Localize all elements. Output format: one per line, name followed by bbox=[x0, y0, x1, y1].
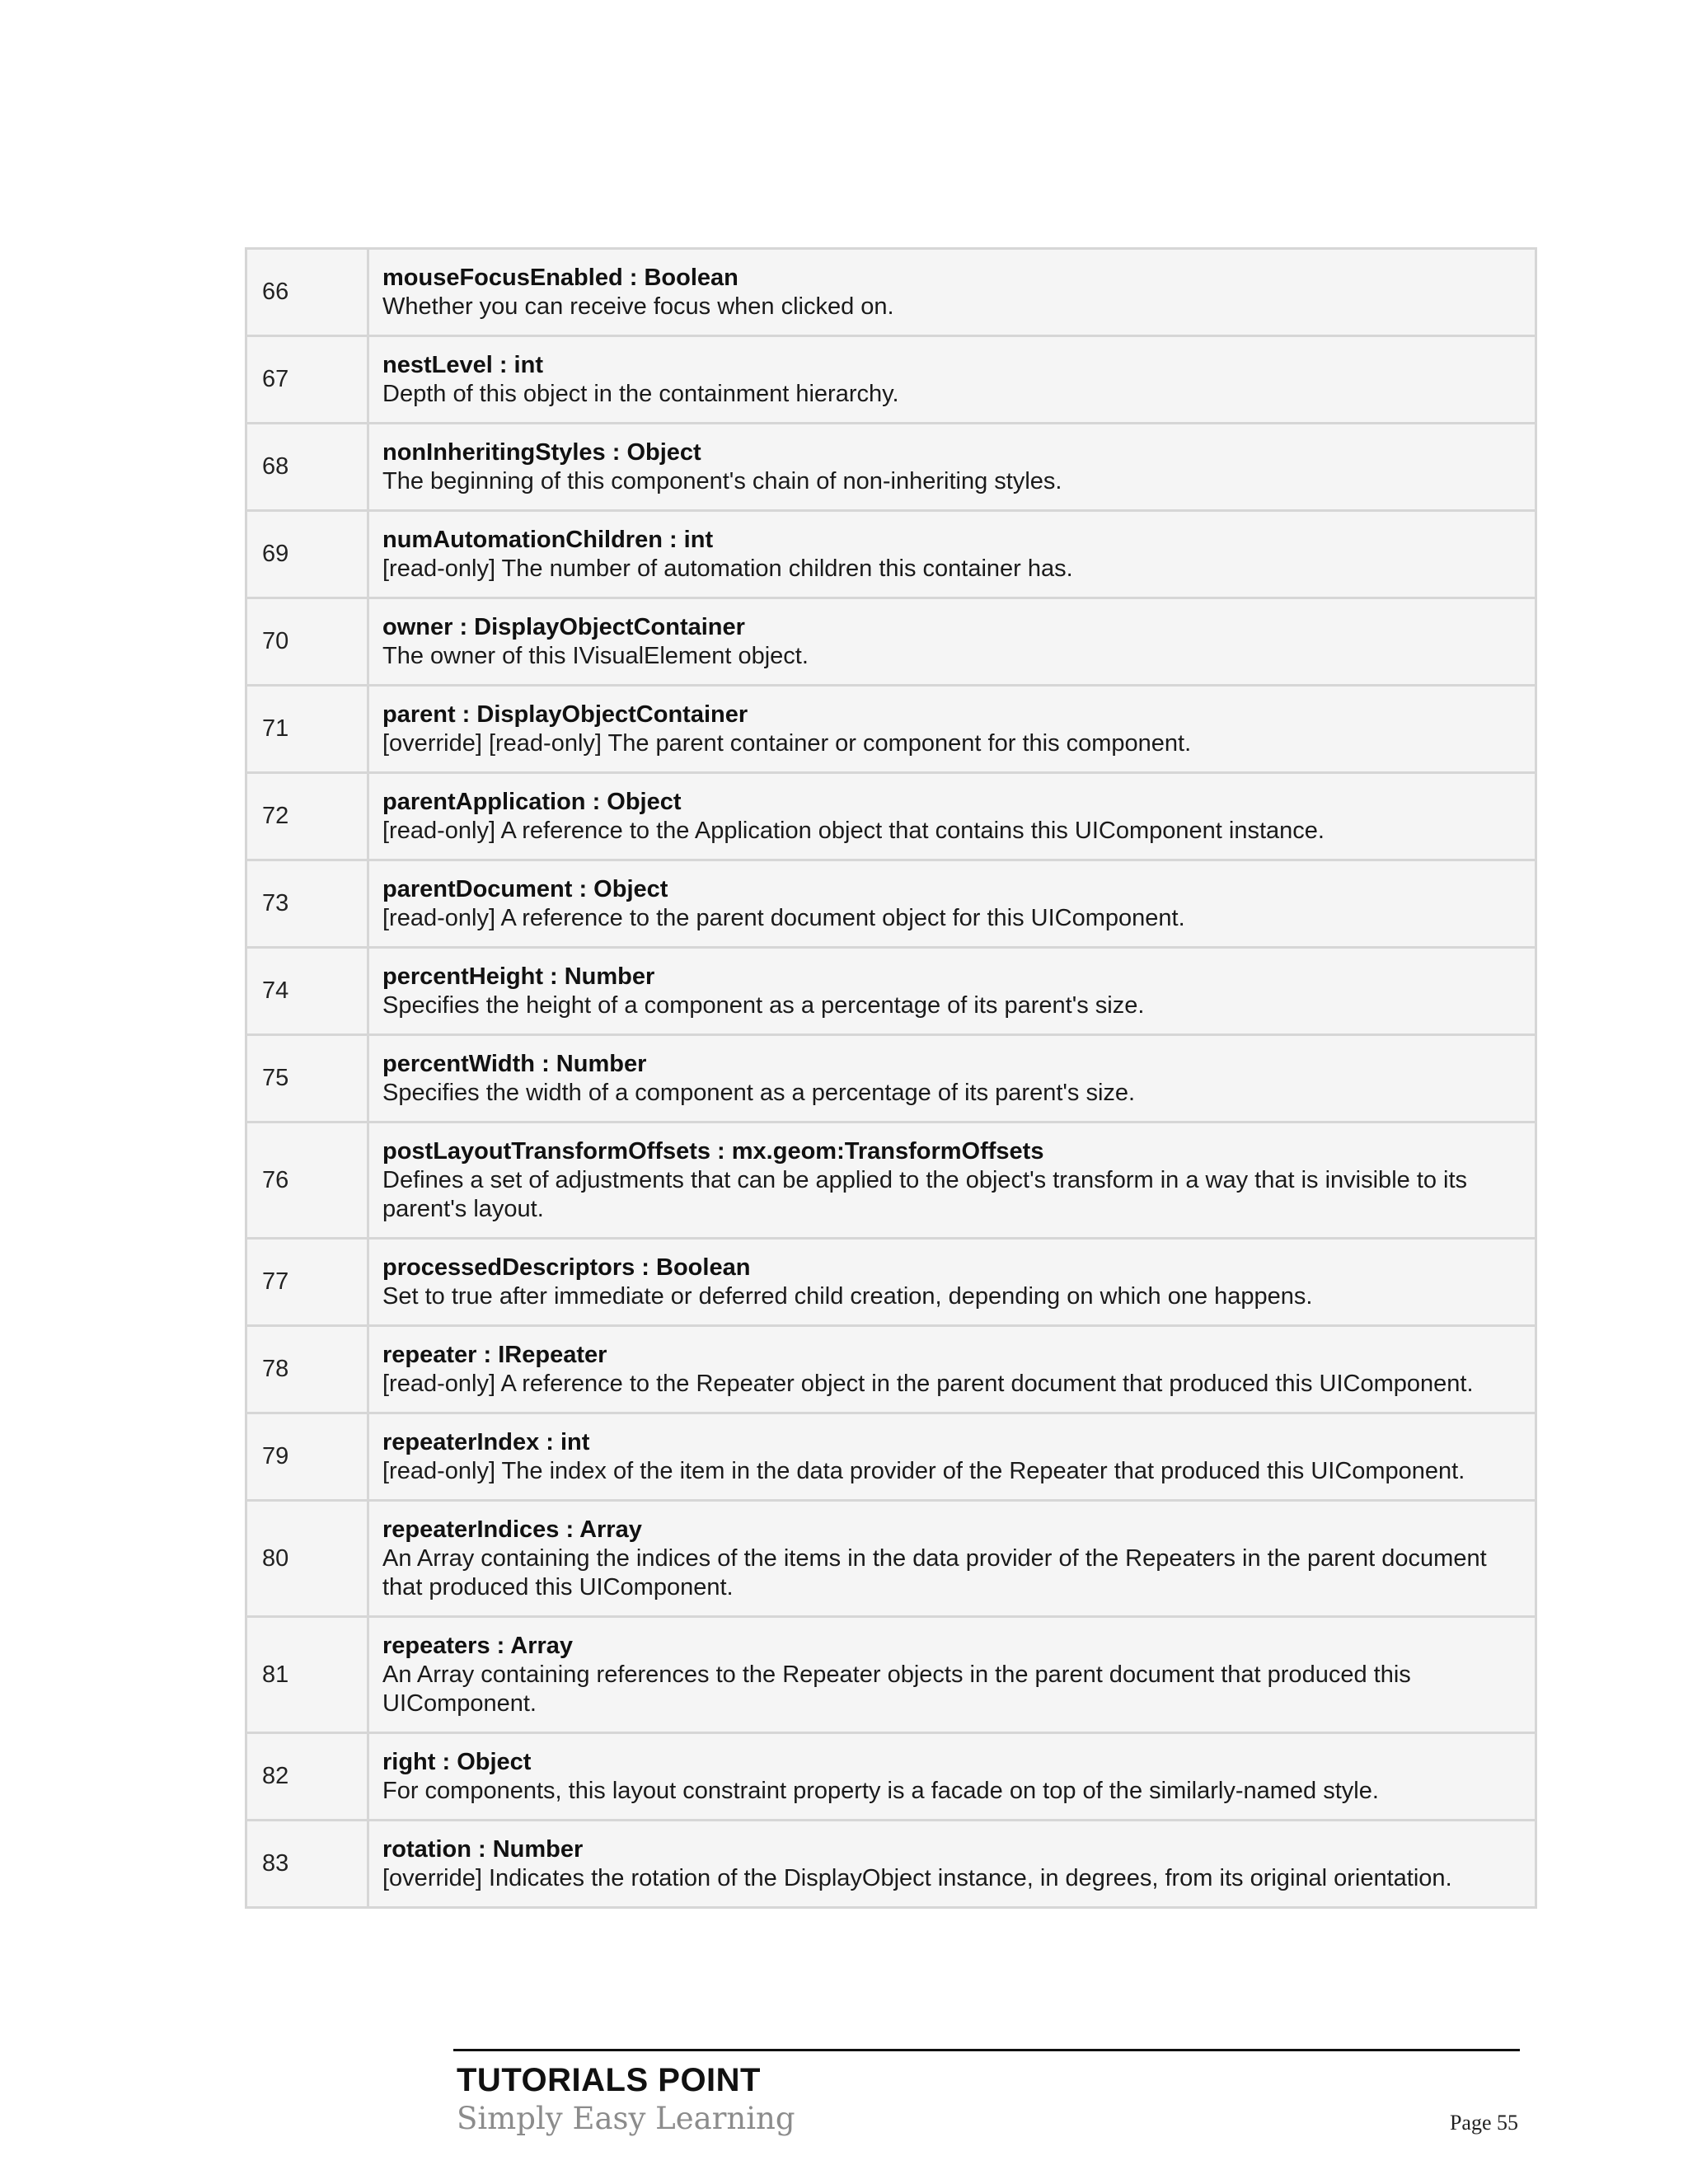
property-cell bbox=[368, 948, 1536, 1035]
row-number: 70 bbox=[246, 598, 368, 686]
property-name: nonInheritingStyles : Object bbox=[382, 438, 701, 466]
property-description: The beginning of this component's chain of non-inheriting styles. bbox=[382, 467, 1062, 494]
property-description: Defines a set of adjustments that can be applied to the object's transform in a way that is invisible to its parent's layout. bbox=[382, 1166, 1468, 1222]
table-row bbox=[246, 686, 1536, 773]
property-cell bbox=[368, 1733, 1536, 1821]
property-description: [read-only] The number of automation children this container has. bbox=[382, 555, 1073, 582]
property-description: [override] Indicates the rotation of the DisplayObject instance, in degrees, from its original orientation. bbox=[382, 1864, 1452, 1891]
row-number: 68 bbox=[246, 424, 368, 511]
property-name: rotation : Number bbox=[382, 1835, 584, 1863]
property-cell bbox=[368, 1035, 1536, 1122]
row-number: 80 bbox=[246, 1501, 368, 1617]
table-row bbox=[246, 1326, 1536, 1413]
row-number: 73 bbox=[246, 860, 368, 948]
row-number: 66 bbox=[246, 249, 368, 336]
property-description: For components, this layout constraint property is a facade on top of the similarly-named style. bbox=[382, 1777, 1379, 1804]
brand-tagline: Simply Easy Learning bbox=[457, 2101, 795, 2136]
properties-table-body bbox=[246, 249, 1536, 1908]
property-cell bbox=[368, 1122, 1536, 1239]
table-row bbox=[246, 336, 1536, 424]
table-row bbox=[246, 948, 1536, 1035]
row-number: 72 bbox=[246, 773, 368, 860]
properties-table bbox=[245, 247, 1537, 1909]
row-number: 82 bbox=[246, 1733, 368, 1821]
row-number: 69 bbox=[246, 511, 368, 598]
row-number: 81 bbox=[246, 1617, 368, 1733]
property-cell bbox=[368, 1821, 1536, 1908]
property-cell bbox=[368, 686, 1536, 773]
property-description: Set to true after immediate or deferred child creation, depending on which one happens. bbox=[382, 1282, 1313, 1310]
property-name: percentWidth : Number bbox=[382, 1050, 647, 1077]
property-name: repeaterIndex : int bbox=[382, 1428, 590, 1455]
property-name: parentApplication : Object bbox=[382, 788, 682, 815]
table-row bbox=[246, 773, 1536, 860]
property-description: An Array containing references to the Repeater objects in the parent document that produced this UIComponent. bbox=[382, 1661, 1411, 1717]
brand-title: TUTORIALS POINT bbox=[457, 2062, 761, 2098]
property-name: owner : DisplayObjectContainer bbox=[382, 613, 745, 640]
property-cell bbox=[368, 336, 1536, 424]
table-row bbox=[246, 1413, 1536, 1501]
row-number: 83 bbox=[246, 1821, 368, 1908]
table-row bbox=[246, 424, 1536, 511]
property-description: [read-only] A reference to the Repeater object in the parent document that produced this UIComponent. bbox=[382, 1370, 1474, 1397]
row-number: 75 bbox=[246, 1035, 368, 1122]
property-name: repeaters : Array bbox=[382, 1632, 574, 1659]
table-row bbox=[246, 860, 1536, 948]
property-name: postLayoutTransformOffsets : mx.geom:TransformOffsets bbox=[382, 1137, 1044, 1165]
property-description: [read-only] A reference to the Application object that contains this UIComponent instance. bbox=[382, 817, 1325, 844]
row-number: 67 bbox=[246, 336, 368, 424]
property-cell bbox=[368, 424, 1536, 511]
footer-divider bbox=[453, 2049, 1520, 2051]
property-description: [read-only] A reference to the parent document object for this UIComponent. bbox=[382, 904, 1185, 931]
row-number: 79 bbox=[246, 1413, 368, 1501]
table-row bbox=[246, 511, 1536, 598]
property-name: right : Object bbox=[382, 1748, 532, 1775]
table-row bbox=[246, 598, 1536, 686]
row-number: 77 bbox=[246, 1239, 368, 1326]
property-description: [override] [read-only] The parent container or component for this component. bbox=[382, 729, 1192, 757]
property-name: percentHeight : Number bbox=[382, 963, 655, 990]
property-name: parentDocument : Object bbox=[382, 875, 668, 902]
table-row bbox=[246, 1122, 1536, 1239]
table-row bbox=[246, 1617, 1536, 1733]
property-description: An Array containing the indices of the items in the data provider of the Repeaters in the parent document that produced this UIComponent. bbox=[382, 1544, 1487, 1601]
property-cell bbox=[368, 860, 1536, 948]
table-row bbox=[246, 1733, 1536, 1821]
property-cell bbox=[368, 511, 1536, 598]
property-cell bbox=[368, 1413, 1536, 1501]
row-number: 74 bbox=[246, 948, 368, 1035]
property-description: The owner of this IVisualElement object. bbox=[382, 642, 809, 669]
row-number: 78 bbox=[246, 1326, 368, 1413]
property-name: processedDescriptors : Boolean bbox=[382, 1254, 751, 1281]
table-row bbox=[246, 1035, 1536, 1122]
page-number: Page 55 bbox=[1449, 2111, 1518, 2135]
property-description: [read-only] The index of the item in the data provider of the Repeater that produced this UIComponent. bbox=[382, 1457, 1465, 1484]
property-description: Whether you can receive focus when clicked on. bbox=[382, 293, 894, 320]
property-name: parent : DisplayObjectContainer bbox=[382, 701, 748, 728]
property-name: repeater : IRepeater bbox=[382, 1341, 607, 1368]
row-number: 76 bbox=[246, 1122, 368, 1239]
property-cell bbox=[368, 598, 1536, 686]
property-name: nestLevel : int bbox=[382, 351, 543, 378]
row-number: 71 bbox=[246, 686, 368, 773]
table-row bbox=[246, 249, 1536, 336]
property-cell bbox=[368, 1501, 1536, 1617]
property-name: mouseFocusEnabled : Boolean bbox=[382, 264, 738, 291]
property-name: numAutomationChildren : int bbox=[382, 526, 714, 553]
property-cell bbox=[368, 1326, 1536, 1413]
property-cell bbox=[368, 773, 1536, 860]
property-name: repeaterIndices : Array bbox=[382, 1516, 642, 1543]
property-cell bbox=[368, 1239, 1536, 1326]
property-cell bbox=[368, 249, 1536, 336]
table-row bbox=[246, 1501, 1536, 1617]
table-row bbox=[246, 1821, 1536, 1908]
property-description: Specifies the width of a component as a percentage of its parent's size. bbox=[382, 1079, 1136, 1106]
table-row bbox=[246, 1239, 1536, 1326]
property-cell bbox=[368, 1617, 1536, 1733]
property-description: Depth of this object in the containment hierarchy. bbox=[382, 380, 899, 407]
property-description: Specifies the height of a component as a percentage of its parent's size. bbox=[382, 991, 1145, 1019]
